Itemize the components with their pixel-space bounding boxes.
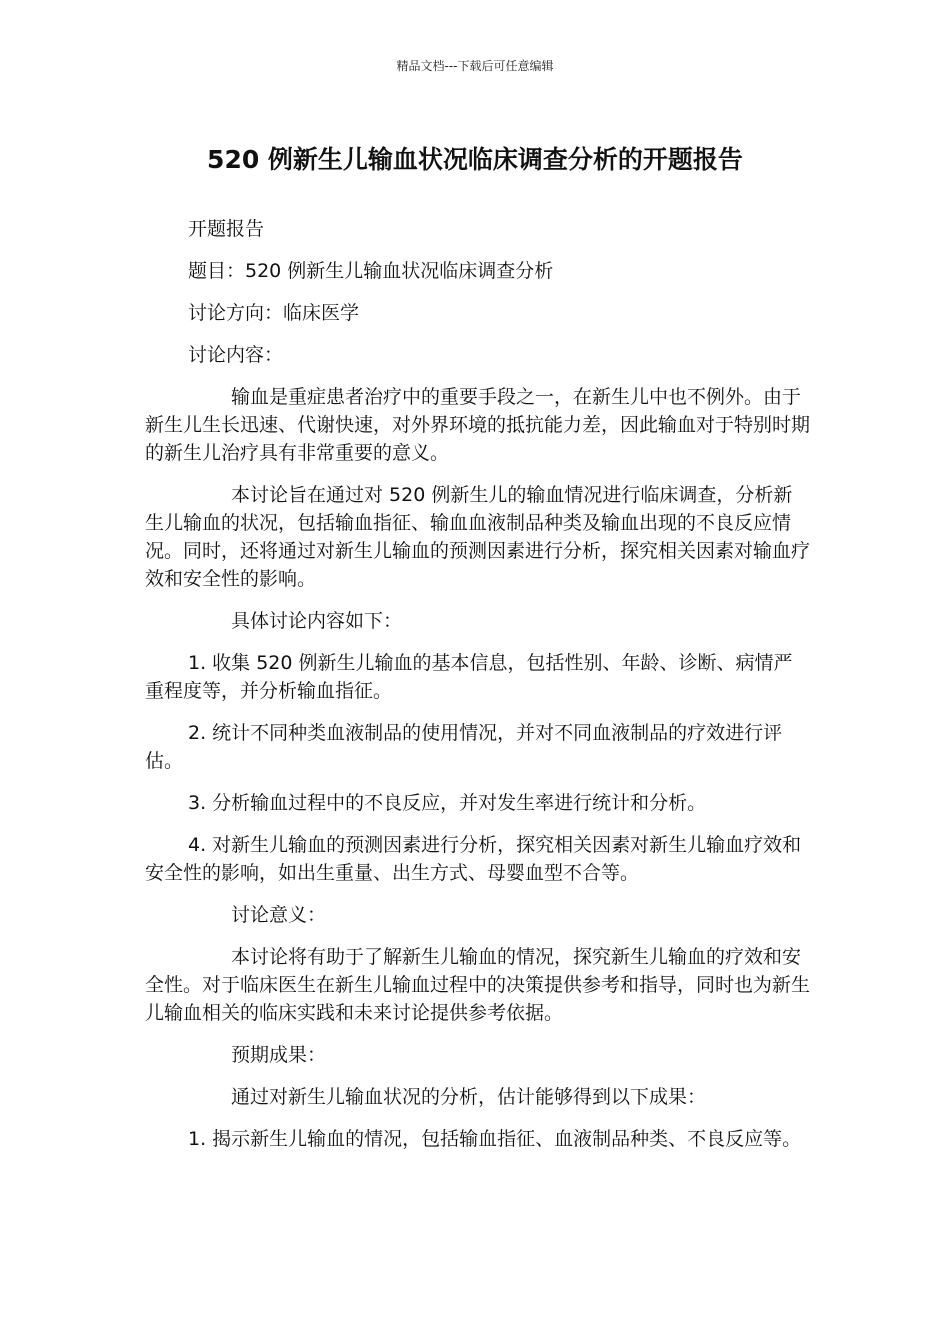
- list-item: 3. 分析输血过程中的不良反应，并对发生率进行统计和分析。: [188, 792, 707, 814]
- paragraph: 预期成果：: [231, 1044, 327, 1066]
- paragraph: 讨论方向：临床医学: [188, 302, 360, 324]
- paragraph: 讨论意义：: [231, 904, 327, 926]
- document-title: 520 例新生儿输血状况临床调查分析的开题报告: [207, 145, 743, 174]
- paragraph: 开题报告: [188, 218, 265, 240]
- paragraph: 本讨论旨在通过对 520 例新生儿的输血情况进行临床调查，分析新生儿输血的状况，包括输血指征、输血血液制品种类及输血出现的不良反应情况。同时，还将通过对新生儿输血的预测因素进行分析，探究相关因素对输血疗效和安全性的影响。: [145, 484, 811, 590]
- list-item: 1. 收集 520 例新生儿输血的基本信息，包括性别、年龄、诊断、病情严重程度等，并分析输血指征。: [145, 652, 793, 702]
- list-item: 4. 对新生儿输血的预测因素进行分析，探究相关因素对新生儿输血疗效和安全性的影响，如出生重量、出生方式、母婴血型不合等。: [145, 834, 802, 884]
- page-header: 精品文档---下载后可任意编辑: [396, 59, 554, 73]
- paragraph: 输血是重症患者治疗中的重要手段之一，在新生儿中也不例外。由于新生儿生长迅速、代谢快速，对外界环境的抵抗能力差，因此输血对于特别时期的新生儿治疗具有非常重要的意义。: [145, 386, 811, 464]
- document-body: [145, 215, 810, 1167]
- paragraph: 题目：520 例新生儿输血状况临床调查分析: [188, 260, 554, 282]
- paragraph: 本讨论将有助于了解新生儿输血的情况，探究新生儿输血的疗效和安全性。对于临床医生在新生儿输血过程中的决策提供参考和指导，同时也为新生儿输血相关的临床实践和未来讨论提供参考依据。: [145, 946, 811, 1024]
- list-item: 2. 统计不同种类血液制品的使用情况，并对不同血液制品的疗效进行评估。: [145, 722, 783, 772]
- list-item: 1. 揭示新生儿输血的情况，包括输血指征、血液制品种类、不良反应等。: [188, 1128, 802, 1150]
- paragraph: 通过对新生儿输血状况的分析，估计能够得到以下成果：: [231, 1086, 707, 1108]
- paragraph: 具体讨论内容如下：: [231, 610, 403, 632]
- paragraph: 讨论内容：: [188, 344, 284, 366]
